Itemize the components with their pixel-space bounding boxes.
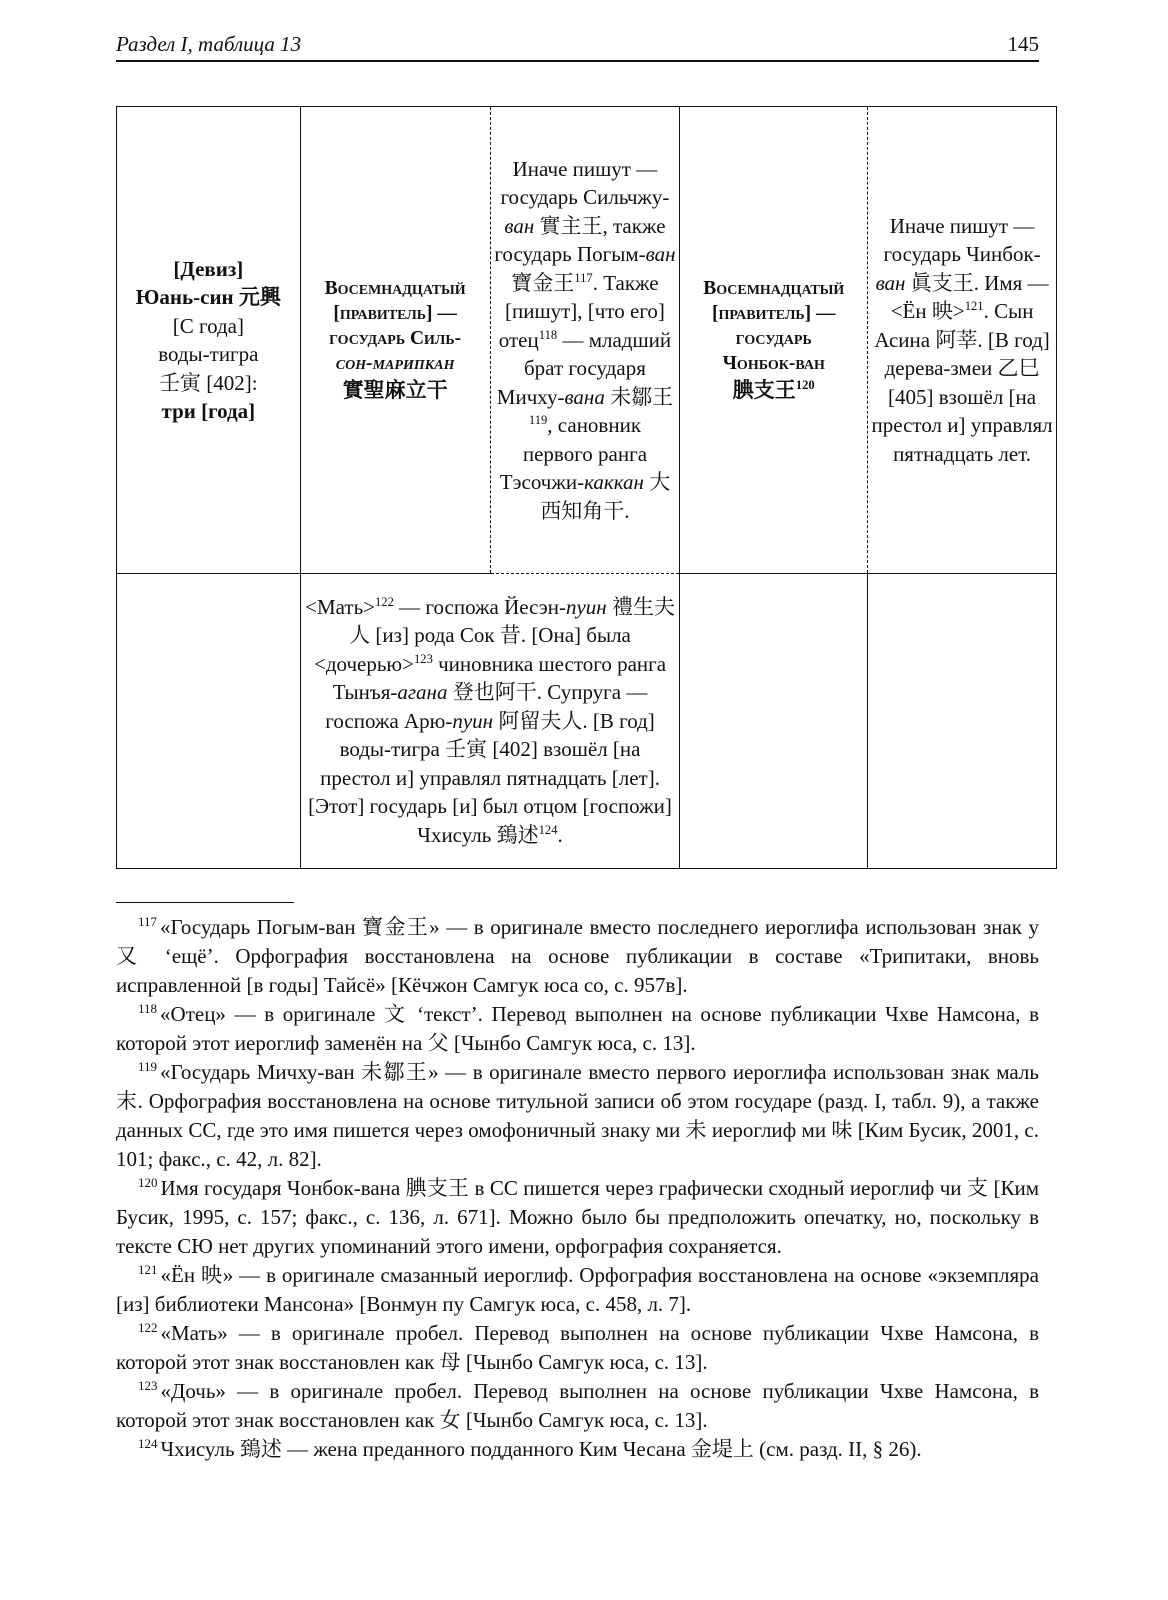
section-title: Раздел I, таблица 13	[116, 32, 302, 56]
table-row	[117, 107, 1057, 574]
footnote: $^{123}$ «Дочь» — в оригинале пробел. Перевод выполнен на основе публикации Чхве Намсона, в которой этот знак восстановлен как 女 [Чынбо Самгук юса, с. 13].	[116, 1378, 1039, 1432]
motto-text: 壬寅 [402]:	[159, 370, 258, 395]
ruler-heading: Чонбок-ван	[722, 352, 825, 374]
ruler-heading: сон-марипкан	[335, 352, 455, 374]
footnote-separator	[116, 902, 294, 903]
ruler-heading: Восемнадцатый	[324, 277, 466, 299]
footnote-ref: 120	[795, 377, 815, 392]
motto-duration: три [года]	[161, 399, 256, 423]
motto-text: воды-тигра	[158, 342, 259, 366]
motto-label: [Девиз]	[173, 256, 244, 281]
silla-ruler-cell	[300, 107, 490, 574]
footnote-ref: 123	[413, 651, 433, 666]
footnote-ref: 119	[528, 413, 548, 428]
silla-note-cell: Иначе пишут — государь Сильчжу-ван 實主王, также государь Погым-ван 寶金王$^{117}$. Также [пишут], [что его] отец$^{118}$ — младший брат государя Мичху-вана 未鄒王$^{119}$, сановник первого ранга Тэсочжи-каккан 大西知角干.	[490, 107, 680, 574]
footnote: $^{117}$ «Государь Погым-ван 寶金王» — в оригинале вместо последнего иероглифа использован знак у 又 ‘ещё’. Орфография восстановлена на основе публикации в составе «Трипитаки, вновь исправленной [в годы] Тайсё» [Кёчжон Самгук юса со, с. 957в].	[116, 914, 1039, 997]
footnote-ref: 118	[538, 327, 558, 342]
silla-family-cell: <Мать>$^{122}$ — госпожа Йесэн-пуин 禮生夫人 [из] рода Сок 昔. [Она] была <дочерью>$^{123}$ чиновника шестого ранга Тынъя-агана 登也阿干. Супруга — госпожа Арю-пуин 阿留夫人. [В год] воды-тигра 壬寅 [402] взошёл [на престол и] управлял пятнадцать [лет]. [Этот] государь [и] был отцом [госпожи] Чхисуль 鵄述$^{124}$.	[300, 574, 680, 869]
footnotes	[116, 913, 1039, 1464]
footnote: $^{124}$ Чхисуль 鵄述 — жена преданного подданного Ким Чесана 金堤上 (см. разд. II, § 26).	[138, 1436, 922, 1461]
footnote: $^{118}$ «Отец» — в оригинале 文 ‘текст’. Перевод выполнен на основе публикации Чхве Намсона, в которой этот иероглиф заменён на 父 [Чынбо Самгук юса, с. 13].	[116, 1001, 1039, 1055]
motto-name: Юань-син 元興	[135, 285, 281, 309]
running-header	[116, 30, 1039, 62]
motto-cell	[117, 107, 301, 574]
ruler-heading: [правитель] —	[333, 302, 457, 324]
footnote-ref: 121	[964, 299, 984, 314]
chronology-table	[116, 106, 1057, 869]
ruler-heading: государь Силь-	[329, 327, 462, 349]
ruler-heading: [правитель] —	[711, 302, 836, 324]
footnote-ref: 117	[574, 270, 593, 285]
ruler-chinese-name: 實聖麻立干	[342, 377, 448, 402]
ruler-heading: государь	[735, 327, 812, 349]
empty-cell	[117, 574, 301, 869]
footnote: $^{119}$ «Государь Мичху-ван 未鄒王» — в оригинале вместо первого иероглифа использован знак маль 末. Орфография восстановлена на основе титульной записи об этом государе (разд. I, табл. 9), а также данных СС, где это имя пишется через омофоничный знаку ми 未 иероглиф ми 味 [Ким Бусик, 2001, с. 101; факс., с. 42, л. 82].	[116, 1059, 1039, 1171]
empty-cell	[680, 574, 868, 869]
empty-cell	[868, 574, 1057, 869]
footnote-ref: 124	[538, 822, 558, 837]
footnote: $^{122}$ «Мать» — в оригинале пробел. Перевод выполнен на основе публикации Чхве Намсона, в которой этот знак восстановлен как 母 [Чынбо Самгук юса, с. 13].	[116, 1320, 1039, 1374]
baekje-note-cell: Иначе пишут — государь Чинбок-ван 眞支王. Имя — <Ён 映>$^{121}$. Сын Асина 阿莘. [В год] дерева-змеи 乙巳 [405] взошёл [на престол и] управлял пятнадцать лет.	[868, 107, 1057, 574]
page-number: 145	[1007, 32, 1039, 56]
ruler-chinese-name: 腆支王	[732, 377, 796, 402]
baekje-ruler-cell	[680, 107, 868, 574]
footnote: $^{121}$ «Ён 映» — в оригинале смазанный иероглиф. Орфография восстановлена на основе «экземпляра [из] библиотеки Мансона» [Вонмун пу Самгук юса, с. 458, л. 7].	[116, 1262, 1039, 1316]
ruler-heading: Восемнадцатый	[703, 277, 845, 299]
footnote: $^{120}$ Имя государя Чонбок-вана 腆支王 в СС пишется через графически сходный иероглиф чи 支 [Ким Бусик, 1995, с. 157; факс., с. 136, л. 671]. Можно было бы предположить опечатку, но, поскольку в тексте СЮ нет других упоминаний этого имени, орфография сохраняется.	[116, 1175, 1039, 1258]
table-row	[117, 574, 1057, 869]
motto-text: [С года]	[172, 313, 244, 338]
footnote-ref: 122	[375, 594, 394, 609]
